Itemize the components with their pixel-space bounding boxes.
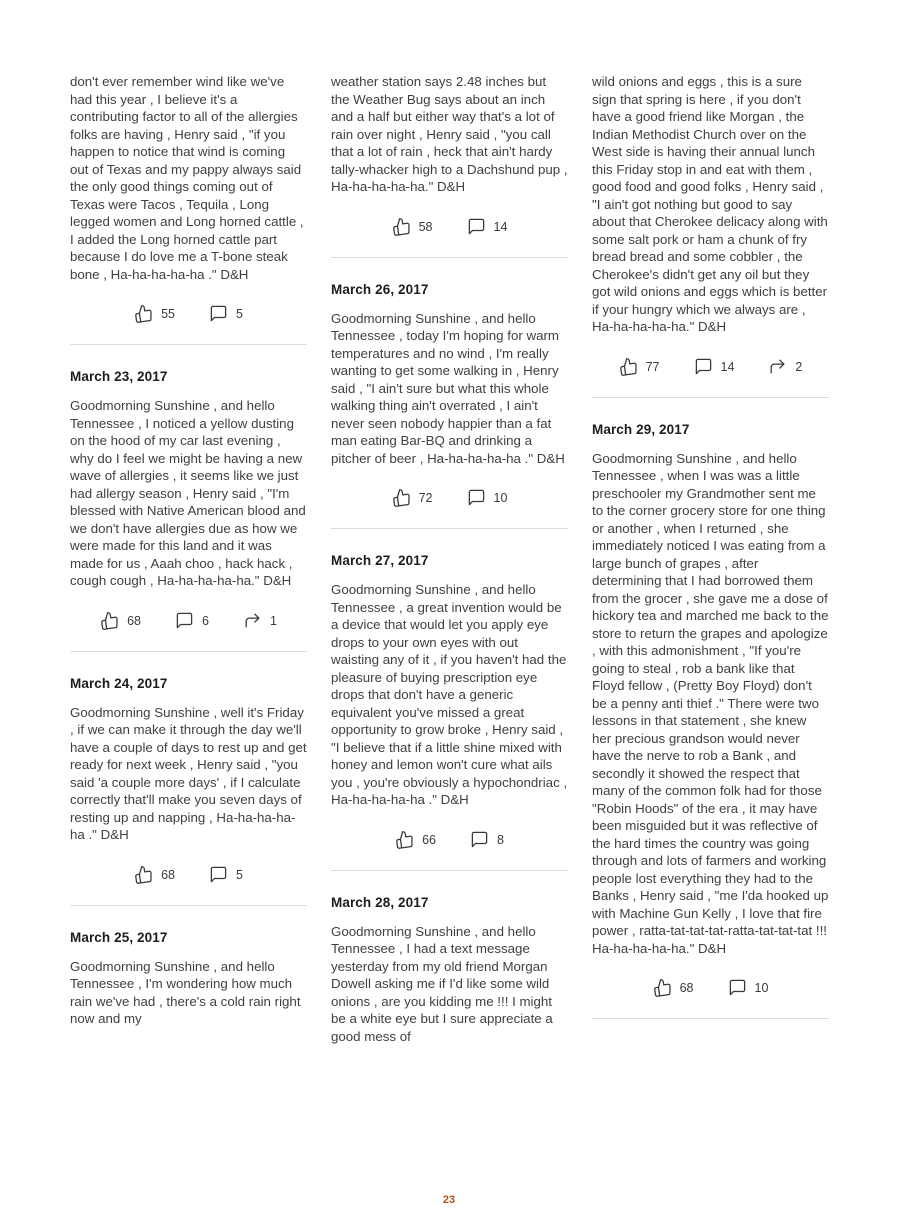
post-stats — [331, 488, 568, 507]
like-stat — [395, 830, 436, 849]
post-body: Goodmorning Sunshine , well it's Friday , if we can make it through the day we'll have a couple of days to rest up and get ready for next week , Henry said , "you said 'a couple more days' , if I calculate correctly that'll make you seven days of resting up and napping , Ha-ha-ha-ha-ha ." D&H — [70, 704, 307, 842]
thumbs-up-icon — [133, 303, 154, 324]
post-divider — [592, 1018, 829, 1019]
comment-count: 10 — [754, 981, 769, 995]
post-divider — [70, 344, 307, 345]
comment-count: 5 — [235, 307, 243, 321]
like-stat — [100, 611, 141, 630]
post-date: March 24, 2017 — [70, 675, 168, 691]
post-date: March 25, 2017 — [70, 929, 168, 945]
post-stats — [592, 978, 829, 997]
post-stats — [331, 830, 568, 849]
post-date: March 28, 2017 — [331, 894, 429, 910]
like-stat — [619, 357, 660, 376]
share-icon — [243, 611, 262, 630]
comment-count: 14 — [493, 219, 508, 234]
post-divider — [70, 651, 307, 652]
post-march-24 — [70, 676, 307, 906]
post-body: Goodmorning Sunshine , and hello Tennessee , when I was was a little preschooler my Grandmother sent me to the corner grocery store for one thing or another , when I returned , she immediately noticed I was eating from a large bunch of grapes , after determining that I had borrowed them from the grocer , she gave me a dose of hickory tea and marched me back to the store to return the grapes and apologize , with this admonishment , "If you're going to steal , rob a bank like that Floyd fellow , (Pretty Boy Floyd) don't be a penny anti thief ." There were two lessons in that statement , she knew her precious grandson would never have the nerve to rob a Bank , and secondly it showed the respect that many of the common folk had for those "Robin Hoods" of the era , it may have been misguided but it was reflective of the hard times the country was going through and lots of farmers and working people lost everything they had to the Banks , Henry said , "me I'da hooked up with Machine Gun Kelly , I love that fire power , ratta-tat-tat-tat-ratta-tat-tat-tat !!! Ha-ha-ha-ha-ha." D&H — [592, 450, 829, 956]
share-stat — [243, 611, 277, 630]
comment-icon — [209, 865, 228, 884]
share-count: 2 — [795, 359, 803, 374]
like-stat — [134, 304, 175, 323]
comment-stat — [467, 217, 508, 236]
thumbs-up-icon — [651, 977, 672, 998]
post-march-27 — [331, 553, 568, 871]
like-stat — [392, 217, 433, 236]
comment-icon — [467, 217, 486, 236]
column-2 — [331, 73, 568, 1045]
post-body: wild onions and eggs , this is a sure sign that spring is here , if you don't have a good friend like Morgan , the Indian Methodist Church over on the West side is having their annual lunch this Friday stop in and eat with them , good food and good folks , Henry said , "I ain't got nothing but good to say about that Cherokee delicacy along with some salt pork or ham a chunk of fry bread bread and some cobbler , the Cherokee's didn't get any oil but they got wild onions and eggs which is better if your hungry which we always are , Ha-ha-ha-ha-ha." D&H — [592, 74, 828, 334]
comment-stat — [175, 611, 209, 630]
column-1 — [70, 73, 307, 1028]
post-body: don't ever remember wind like we've had this year , I believe it's a contributing factor to all of the allergies folks are having , Henry said , "if you happen to notice that wind is coming out of Texas and my pappy always said the only good things coming out of Texas were Tacos , Tequila , Long legged women and Long horned cattle , I added the Long horned cattle part because I do love me a T-bone steak bone , Ha-ha-ha-ha-ha ." D&H — [70, 74, 304, 282]
post-date: March 29, 2017 — [592, 421, 690, 437]
page-footer — [0, 1190, 898, 1208]
comment-stat — [728, 978, 769, 997]
post-march-26 — [331, 282, 568, 530]
share-stat — [768, 357, 802, 376]
comment-icon — [694, 357, 713, 376]
post-divider — [592, 397, 829, 398]
post-body: Goodmorning Sunshine , and hello Tennessee , today I'm hoping for warm temperatures and no wind , I'm really wanting to get some walking in , Henry said , "I ain't sure but what this whole walking thing ain't overrated , I ain't never seen nobody happier than a fat man eating Bar-BQ and drinking a pitcher of beer , Ha-ha-ha-ha-ha ." D&H — [331, 310, 565, 466]
post-body: Goodmorning Sunshine , and hello Tennessee , I noticed a yellow dusting on the hood of my car last evening , why do I feel we might be having a new wave of allergies , it seems like we just had allergy season , Henry said , "I'm blessed with Native American blood and we don't have allergies due as how we were made for this land and it was made for us , Aaah choo , hack hack , cough cough , Ha-ha-ha-ha-ha." D&H — [70, 398, 306, 588]
like-stat — [134, 865, 175, 884]
thumbs-up-icon — [390, 215, 411, 236]
post-divider — [331, 528, 568, 529]
column-layout — [70, 73, 827, 1045]
post-date: March 27, 2017 — [331, 553, 429, 568]
post-march-28 — [331, 895, 568, 1046]
thumbs-up-icon — [617, 355, 638, 376]
post-continuation — [331, 73, 568, 258]
column-3 — [592, 73, 829, 1043]
post-march-29 — [592, 422, 829, 1020]
like-count: 68 — [161, 867, 175, 882]
post-march-23 — [70, 369, 307, 652]
comment-stat — [209, 865, 243, 884]
thumbs-up-icon — [394, 828, 415, 849]
share-icon — [768, 357, 787, 376]
like-count: 68 — [679, 981, 694, 995]
comment-icon — [467, 488, 486, 507]
post-stats — [70, 611, 307, 630]
post-stats — [70, 304, 307, 323]
post-divider — [70, 905, 307, 906]
comment-icon — [175, 611, 194, 630]
post-body: Goodmorning Sunshine , and hello Tennessee , a great invention would be a device that would let you apply eye drops to your own eyes with out waisting any of it , if you haven't had the pleasure of buying prescription eye drops that don't have a generic equivalent you've missed a great opportunity to grow broke , Henry said , "I believe that if a little shine mixed with honey and lemon won't cure what ails you , you're obviously a hypochondriac , Ha-ha-ha-ha-ha ." D&H — [331, 582, 568, 807]
comment-stat — [694, 357, 735, 376]
comment-icon — [470, 830, 489, 849]
like-stat — [653, 978, 694, 997]
comment-count: 5 — [235, 867, 243, 882]
comment-count: 8 — [496, 832, 504, 847]
post-continuation — [592, 73, 829, 398]
post-stats — [592, 357, 829, 376]
post-body: weather station says 2.48 inches but the Weather Bug says about an inch and a half but either way that's a lot of rain over night , Henry said , "you call that a lot of rain , heck that ain't hardy tally-whacker high to a Dachshund pup , Ha-ha-ha-ha-ha." D&H — [331, 74, 568, 194]
post-body: Goodmorning Sunshine , and hello Tennessee , I had a text message yesterday from my old friend Morgan Dowell asking me if I'd like some wild onions , are you kidding me !!! I might be a white eye but I sure appreciate a good mess of — [331, 923, 553, 1044]
comment-icon — [728, 978, 747, 997]
post-date: March 26, 2017 — [331, 281, 429, 297]
like-count: 68 — [127, 613, 141, 628]
like-stat — [392, 488, 433, 507]
share-count: 1 — [269, 613, 277, 628]
post-continuation — [70, 73, 307, 345]
like-count: 66 — [422, 832, 436, 847]
comment-stat — [470, 830, 504, 849]
post-stats — [331, 217, 568, 236]
comment-stat — [467, 488, 508, 507]
post-divider — [331, 257, 568, 258]
page-number: 23 — [442, 1194, 456, 1206]
post-divider — [331, 870, 568, 871]
post-body: Goodmorning Sunshine , and hello Tennessee , I'm wondering how much rain we've had , there's a cold rain right now and my — [70, 958, 301, 1026]
like-count: 58 — [418, 219, 433, 234]
like-count: 77 — [645, 359, 660, 374]
comment-stat — [209, 304, 243, 323]
comment-icon — [209, 304, 228, 323]
comment-count: 6 — [202, 613, 209, 628]
thumbs-up-icon — [390, 487, 411, 508]
post-march-25 — [70, 930, 307, 1028]
post-date: March 23, 2017 — [70, 369, 168, 384]
like-count: 55 — [161, 307, 175, 321]
comment-count: 10 — [493, 491, 508, 505]
like-count: 72 — [418, 491, 433, 505]
thumbs-up-icon — [99, 609, 120, 630]
thumbs-up-icon — [133, 863, 154, 884]
comment-count: 14 — [720, 359, 735, 374]
post-stats — [70, 865, 307, 884]
